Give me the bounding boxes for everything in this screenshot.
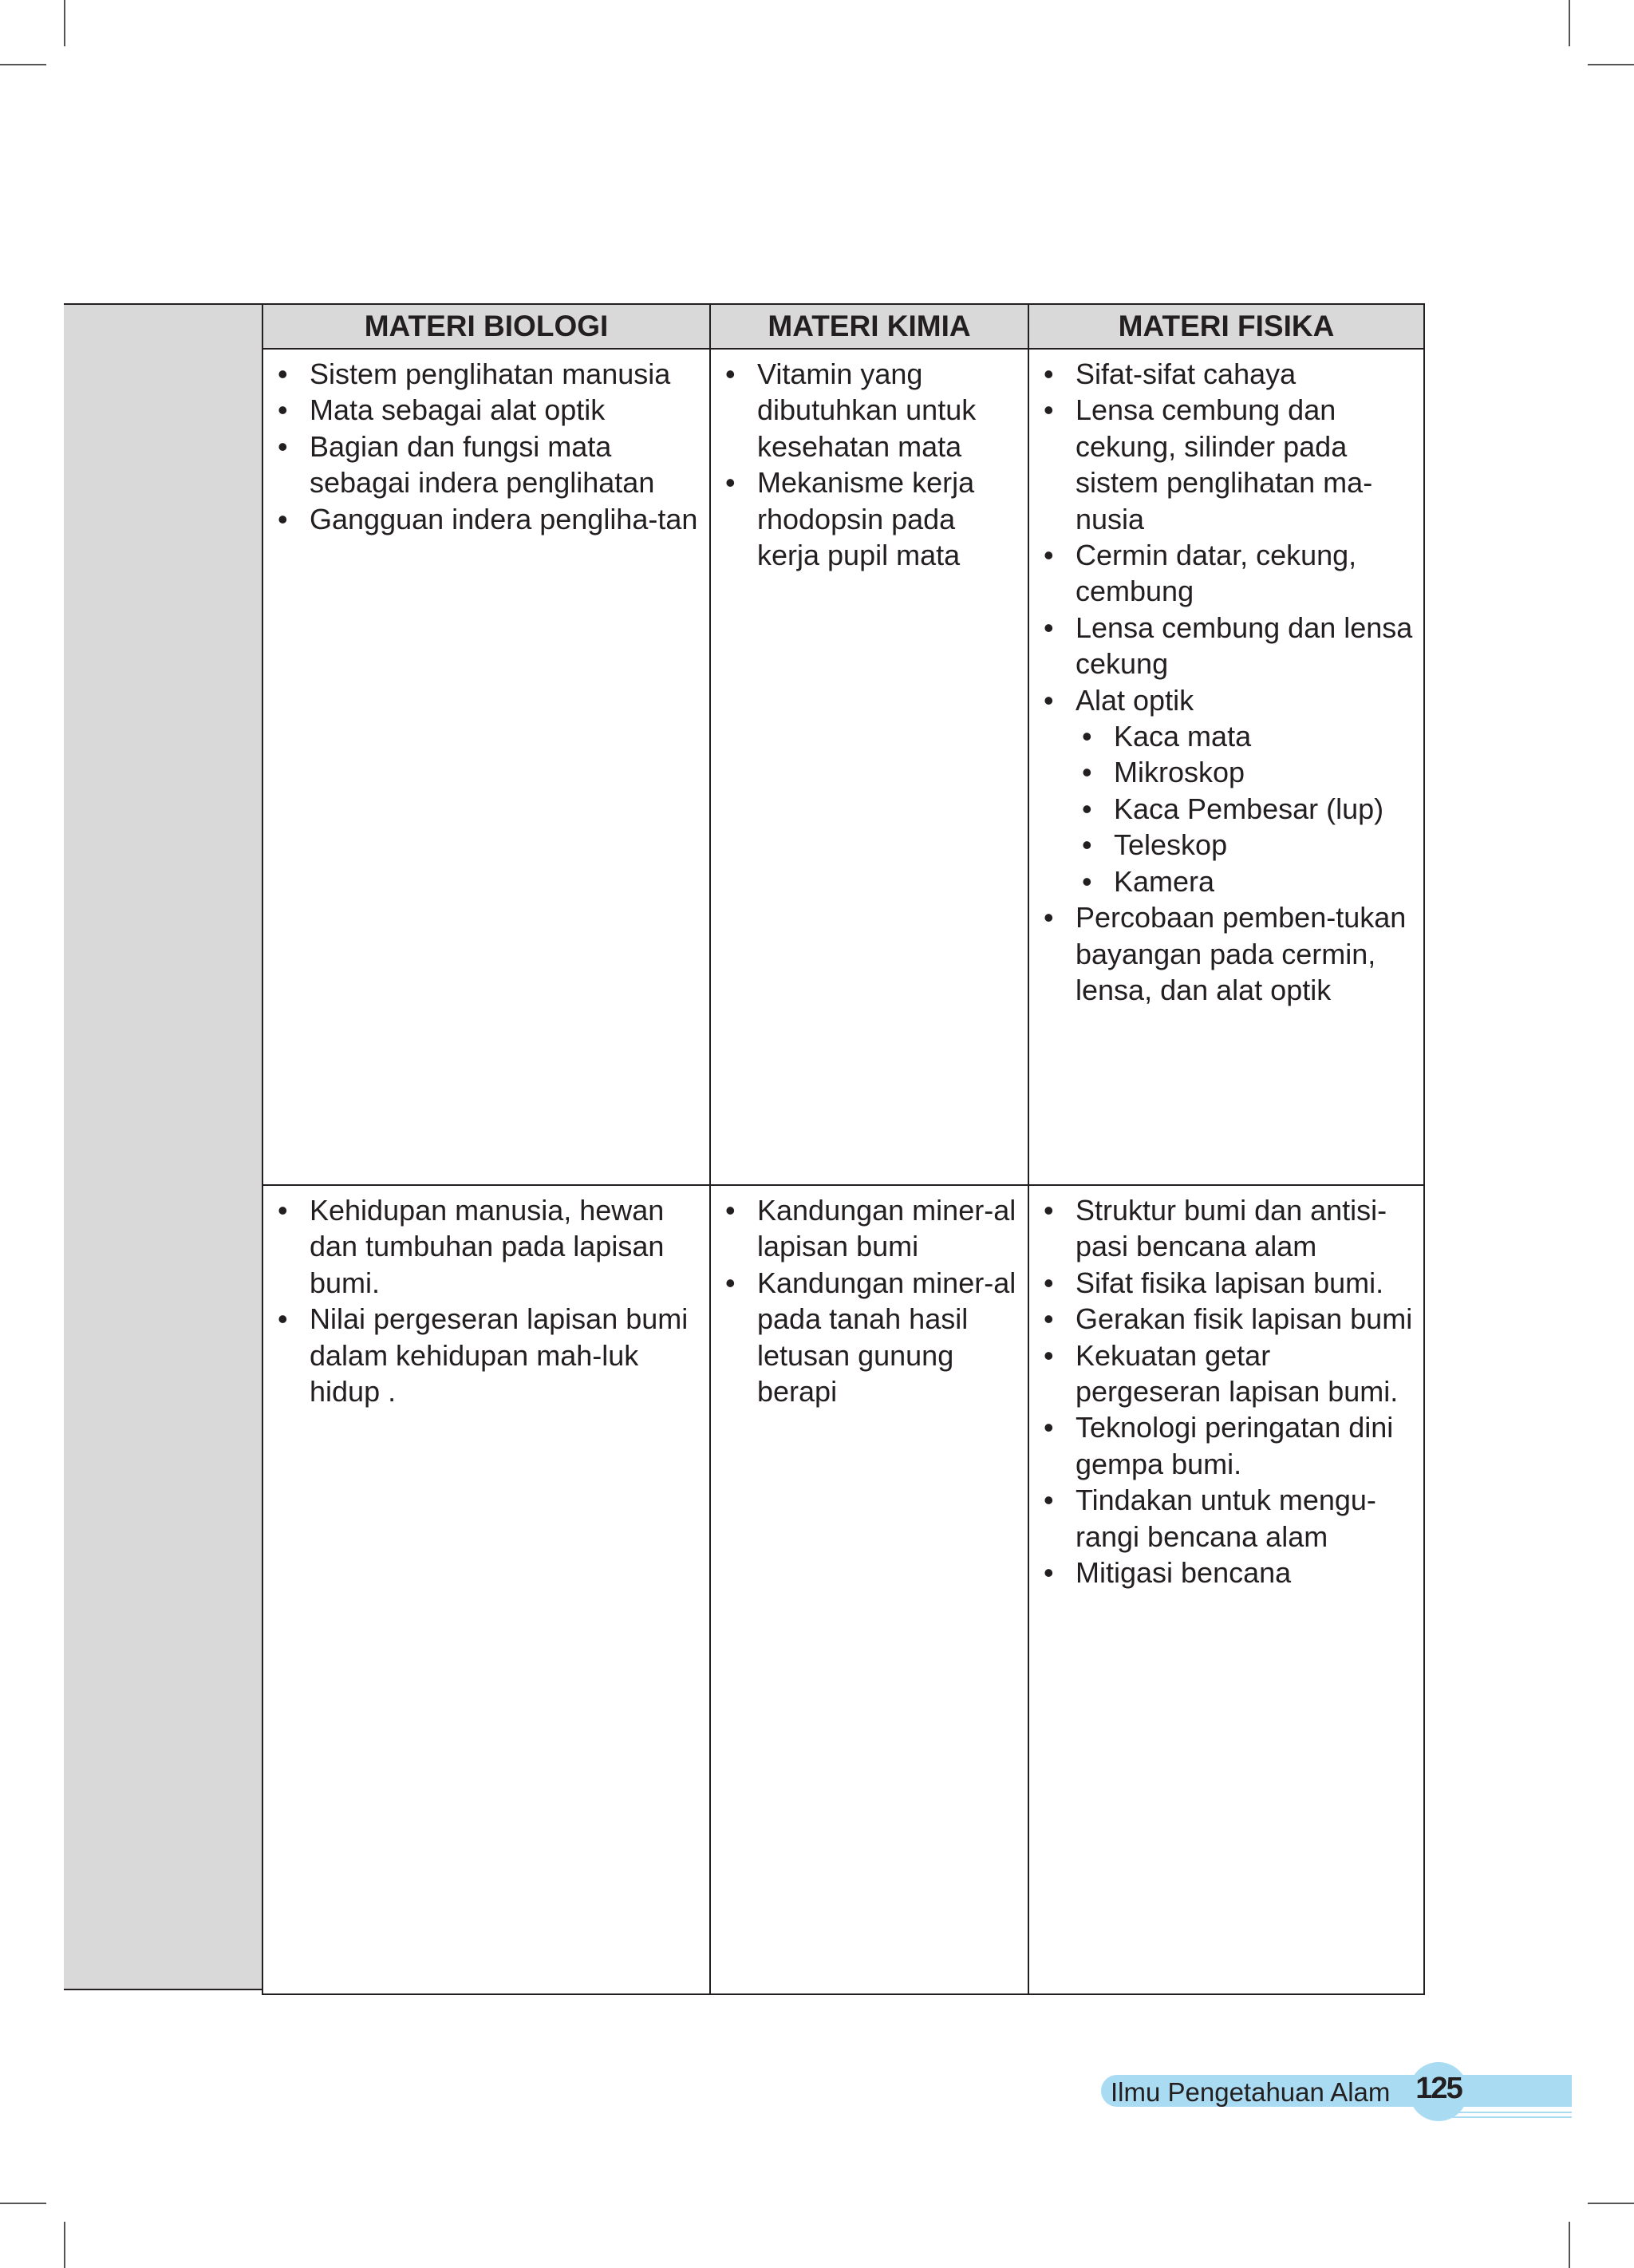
- materi-table: [262, 303, 1425, 1995]
- cell-fisika-bumi: [1028, 1185, 1424, 1994]
- list-item: • Tindakan untuk mengu-rangi bencana alam: [1040, 1482, 1415, 1555]
- header-materi-fisika: MATERI FISIKA: [1028, 304, 1424, 349]
- list-item: • Vitamin yang dibutuhkan untuk kesehatan mata: [722, 356, 1020, 464]
- header-materi-biologi: MATERI BIOLOGI: [262, 304, 710, 349]
- list-biologi-optik: [274, 356, 701, 537]
- sub-list-item: • Mikroskop: [1076, 754, 1415, 790]
- list-item: • Percobaan pemben-tukan bayangan pada cermin, lensa, dan alat optik: [1040, 899, 1415, 1008]
- list-item: • Mitigasi bencana: [1040, 1555, 1415, 1590]
- crop-mark: [1569, 0, 1570, 46]
- left-shaded-column: [64, 304, 262, 1989]
- list-item: • Gangguan indera pengliha-tan: [274, 501, 701, 537]
- crop-mark: [1588, 2203, 1634, 2204]
- list-item: • Mekanisme kerja rhodopsin pada kerja pupil mata: [722, 464, 1020, 573]
- sublist-alat-optik: [1076, 718, 1415, 899]
- list-item: • Lensa cembung dan cekung, silinder pada sistem penglihatan ma-nusia: [1040, 392, 1415, 537]
- crop-mark: [1588, 64, 1634, 65]
- cell-biologi-optik: [262, 349, 710, 1185]
- list-item: • Struktur bumi dan antisi-pasi bencana alam: [1040, 1192, 1415, 1265]
- list-fisika-bumi: [1040, 1192, 1415, 1590]
- left-column-bottom-border: [64, 1989, 262, 1990]
- sub-list-item: • Teleskop: [1076, 827, 1415, 863]
- crop-mark: [1569, 2222, 1570, 2268]
- list-item: • Gerakan fisik lapisan bumi: [1040, 1301, 1415, 1337]
- crop-mark: [0, 2203, 46, 2204]
- list-item: • Sifat fisika lapisan bumi.: [1040, 1265, 1415, 1301]
- cell-fisika-optik: [1028, 349, 1424, 1185]
- table-row: [262, 1185, 1424, 1994]
- list-item: • Bagian dan fungsi mata sebagai indera penglihatan: [274, 429, 701, 501]
- sub-list-item: • Kaca Pembesar (lup): [1076, 791, 1415, 827]
- cell-biologi-bumi: [262, 1185, 710, 1994]
- list-item: • Sifat-sifat cahaya: [1040, 356, 1415, 392]
- list-item: • Kekuatan getar pergeseran lapisan bumi.: [1040, 1337, 1415, 1410]
- list-item: • Mata sebagai alat optik: [274, 392, 701, 428]
- cell-kimia-optik: [710, 349, 1028, 1185]
- table-header-row: [262, 304, 1424, 349]
- crop-mark: [0, 64, 46, 65]
- list-item: • Kehidupan manusia, hewan dan tumbuhan pada lapisan bumi.: [274, 1192, 701, 1301]
- list-item-label: Alat optik: [1076, 683, 1194, 717]
- footer-stripe: [1452, 2116, 1572, 2118]
- list-item: • Nilai pergeseran lapisan bumi dalam kehidupan mah-luk hidup .: [274, 1301, 701, 1409]
- list-kimia-bumi: [722, 1192, 1020, 1409]
- crop-mark: [64, 2222, 65, 2268]
- list-biologi-bumi: [274, 1192, 701, 1409]
- list-fisika-optik: [1040, 356, 1415, 1008]
- list-item: • Sistem penglihatan manusia: [274, 356, 701, 392]
- list-kimia-optik: [722, 356, 1020, 573]
- sub-list-item: • Kamera: [1076, 863, 1415, 899]
- cell-kimia-bumi: [710, 1185, 1028, 1994]
- table-row: [262, 349, 1424, 1185]
- list-item-alat-optik: [1040, 682, 1415, 899]
- left-column-top-border: [64, 303, 262, 305]
- list-item: • Kandungan miner-al lapisan bumi: [722, 1192, 1020, 1265]
- footer-book-title: Ilmu Pengetahuan Alam: [1111, 2077, 1391, 2107]
- footer-stripe: [1452, 2112, 1572, 2113]
- list-item: • Cermin datar, cekung, cembung: [1040, 537, 1415, 610]
- header-materi-kimia: MATERI KIMIA: [710, 304, 1028, 349]
- list-item: • Teknologi peringatan dini gempa bumi.: [1040, 1409, 1415, 1482]
- list-item: • Lensa cembung dan lensa cekung: [1040, 610, 1415, 682]
- page-number: 125: [1415, 2072, 1462, 2105]
- sub-list-item: • Kaca mata: [1076, 718, 1415, 754]
- crop-mark: [64, 0, 65, 46]
- list-item: • Kandungan miner-al pada tanah hasil letusan gunung berapi: [722, 1265, 1020, 1410]
